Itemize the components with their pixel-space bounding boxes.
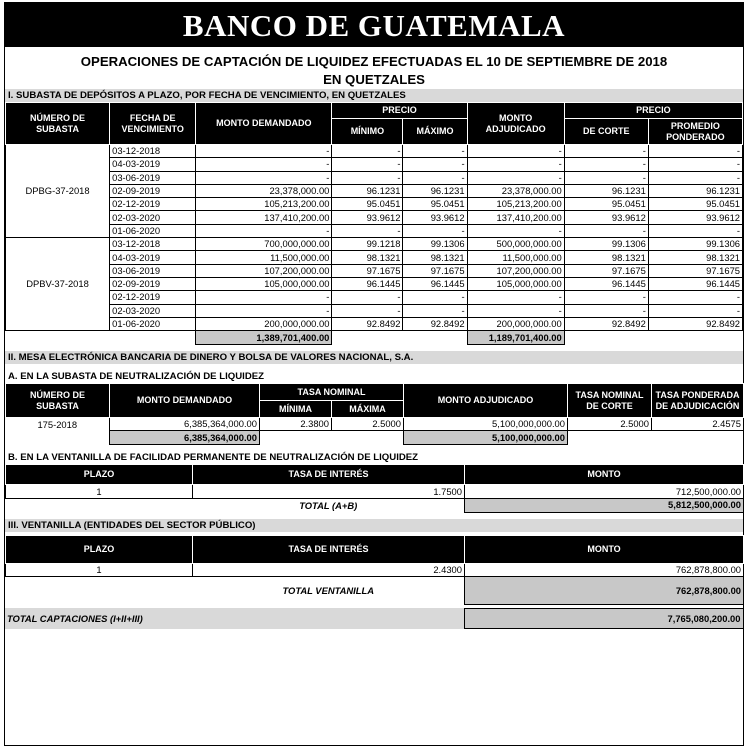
cell-minimo: 99.1218 [332, 238, 403, 251]
cell-promedio: - [648, 291, 742, 304]
cell-promedio: - [648, 171, 742, 184]
cell-monto-demandado: 11,500,000.00 [196, 251, 332, 264]
cell-promedio: 96.1231 [648, 184, 742, 197]
cell-monto-adjudicado: 105,213,200.00 [467, 198, 564, 211]
section-2a-table [5, 383, 744, 445]
table-row [6, 317, 743, 330]
grand-total-table [5, 608, 744, 629]
header-2a-numero-subasta: NÚMERO DE SUBASTA [6, 384, 110, 418]
header-2a-maxima: MÁXIMA [332, 401, 404, 418]
cell-promedio: 98.1321 [648, 251, 742, 264]
table-row [6, 158, 743, 171]
cell-promedio: - [648, 158, 742, 171]
cell-maximo: - [403, 304, 467, 317]
cell-monto-adjudicado: 107,200,000.00 [467, 264, 564, 277]
cell-monto-demandado: 6,385,364,000.00 [110, 418, 260, 431]
cell-maximo: 98.1321 [403, 251, 467, 264]
cell-fecha: 02-12-2019 [110, 291, 196, 304]
table-row [6, 485, 744, 498]
cell-fecha: 01-06-2020 [110, 224, 196, 237]
cell-monto-demandado: 700,000,000.00 [196, 238, 332, 251]
cell-monto-demandado: - [196, 145, 332, 158]
header-3-tasa: TASA DE INTERÉS [193, 535, 465, 563]
cell-de-corte: - [564, 304, 648, 317]
cell-monto-adjudicado: - [467, 145, 564, 158]
cell-3-tasa: 2.4300 [193, 563, 465, 576]
total-2b-value: 5,812,500,000.00 [465, 498, 744, 512]
header-monto-adjudicado: MONTO ADJUDICADO [467, 103, 564, 145]
cell-2b-monto: 712,500,000.00 [465, 485, 744, 498]
table-row [6, 304, 743, 317]
cell-minimo: 96.1445 [332, 277, 403, 290]
bank-title: BANCO DE GUATEMALA [5, 3, 743, 47]
header-precio: PRECIO [332, 103, 467, 119]
cell-monto-demandado: - [196, 304, 332, 317]
cell-numero-subasta: DPBG-37-2018 [6, 145, 110, 238]
cell-tasa-corte: 2.5000 [568, 418, 652, 431]
cell-monto-adjudicado: - [467, 224, 564, 237]
cell-monto-adjudicado: 11,500,000.00 [467, 251, 564, 264]
header-2a-monto-demandado: MONTO DEMANDADO [110, 384, 260, 418]
cell-monto-demandado: - [196, 291, 332, 304]
section-2a-title: A. EN LA SUBASTA DE NEUTRALIZACIÓN DE LIQUIDEZ [5, 370, 743, 383]
cell-promedio: - [648, 145, 742, 158]
header-minimo: MÍNIMO [332, 119, 403, 145]
table-row [6, 198, 743, 211]
cell-promedio: 96.1445 [648, 277, 742, 290]
cell-3-monto: 762,878,800.00 [465, 563, 744, 576]
cell-3-plazo: 1 [6, 563, 193, 576]
cell-fecha: 03-12-2018 [110, 238, 196, 251]
cell-de-corte: - [564, 171, 648, 184]
table-row [6, 291, 743, 304]
cell-monto-demandado: 105,213,200.00 [196, 198, 332, 211]
document-page [4, 2, 744, 746]
header-2a-tasa-nominal: TASA NOMINAL [260, 384, 404, 401]
section-2-title: II. MESA ELECTRÓNICA BANCARIA DE DINERO Y BOLSA DE VALORES NACIONAL, S.A. [5, 351, 743, 364]
table-row [6, 251, 743, 264]
cell-minimo: 92.8492 [332, 317, 403, 330]
cell-monto-demandado: - [196, 171, 332, 184]
total-2b-label: TOTAL (A+B) [299, 499, 358, 511]
section-1-title: I. SUBASTA DE DEPÓSITOS A PLAZO, POR FECHA DE VENCIMIENTO, EN QUETZALES [5, 89, 743, 102]
cell-monto-adjudicado: 500,000,000.00 [467, 238, 564, 251]
cell-maximo: 92.8492 [403, 317, 467, 330]
cell-promedio: 97.1675 [648, 264, 742, 277]
cell-monto-adjudicado: 23,378,000.00 [467, 184, 564, 197]
table-row [6, 224, 743, 237]
cell-maximo: 95.0451 [403, 198, 467, 211]
section-2b-table [5, 464, 744, 512]
grand-total-value: 7,765,080,200.00 [464, 609, 743, 629]
cell-tasa-ponderada: 2.4575 [652, 418, 744, 431]
header-3-monto: MONTO [465, 535, 744, 563]
cell-maximo: 97.1675 [403, 264, 467, 277]
table-row [6, 238, 743, 251]
header-de-corte: DE CORTE [564, 119, 648, 145]
cell-de-corte: - [564, 145, 648, 158]
cell-monto-demandado: 105,000,000.00 [196, 277, 332, 290]
cell-monto-adjudicado: 137,410,200.00 [467, 211, 564, 224]
cell-fecha: 04-03-2019 [110, 158, 196, 171]
cell-minimo: 95.0451 [332, 198, 403, 211]
cell-fecha: 02-12-2019 [110, 198, 196, 211]
cell-fecha: 01-06-2020 [110, 317, 196, 330]
table-row [6, 563, 744, 576]
cell-maximo: 96.1445 [403, 277, 467, 290]
total-2a-adjudicado: 5,100,000,000.00 [404, 431, 568, 445]
grand-total-label: TOTAL CAPTACIONES (I+II+III) [7, 612, 143, 624]
cell-minimo: - [332, 291, 403, 304]
cell-numero-subasta: DPBV-37-2018 [6, 238, 110, 331]
cell-fecha: 02-03-2020 [110, 304, 196, 317]
cell-monto-adjudicado: - [467, 291, 564, 304]
cell-de-corte: 97.1675 [564, 264, 648, 277]
cell-minimo: - [332, 224, 403, 237]
header-promedio-ponderado: PROMEDIO PONDERADO [648, 119, 742, 145]
cell-de-corte: 98.1321 [564, 251, 648, 264]
cell-minimo: - [332, 158, 403, 171]
cell-maximo: - [403, 291, 467, 304]
cell-fecha: 02-03-2020 [110, 211, 196, 224]
cell-minimo: - [332, 304, 403, 317]
cell-minimo: - [332, 171, 403, 184]
cell-maximo: - [403, 158, 467, 171]
subtitle-line-1: OPERACIONES DE CAPTACIÓN DE LIQUIDEZ EFECTUADAS EL 10 DE SEPTIEMBRE DE 2018 [80, 54, 668, 69]
cell-subasta: 175-2018 [37, 418, 78, 430]
header-precio-2: PRECIO [564, 103, 742, 119]
cell-de-corte: 99.1306 [564, 238, 648, 251]
cell-monto-adjudicado: 200,000,000.00 [467, 317, 564, 330]
cell-monto-adjudicado: 5,100,000,000.00 [404, 418, 568, 431]
cell-promedio: - [648, 304, 742, 317]
table-row [6, 184, 743, 197]
cell-minimo: - [332, 145, 403, 158]
cell-de-corte: 96.1445 [564, 277, 648, 290]
header-fecha-vencimiento: FECHA DE VENCIMIENTO [110, 103, 196, 145]
cell-de-corte: - [564, 224, 648, 237]
cell-monto-demandado: - [196, 224, 332, 237]
table-row [6, 264, 743, 277]
section-1-table [5, 102, 743, 345]
cell-fecha: 02-09-2019 [110, 184, 196, 197]
header-numero-subasta: NÚMERO DE SUBASTA [6, 103, 110, 145]
cell-monto-demandado: - [196, 158, 332, 171]
cell-maximo: - [403, 145, 467, 158]
header-maximo: MÁXIMO [403, 119, 467, 145]
cell-promedio: - [648, 224, 742, 237]
total-ventanilla-value: 762,878,800.00 [465, 577, 744, 605]
header-3-plazo: PLAZO [6, 535, 193, 563]
section-1-body [6, 145, 743, 331]
cell-maximo: 96.1231 [403, 184, 467, 197]
cell-fecha: 03-06-2019 [110, 171, 196, 184]
cell-fecha: 03-06-2019 [110, 264, 196, 277]
report-subtitle [5, 47, 743, 89]
cell-monto-demandado: 137,410,200.00 [196, 211, 332, 224]
cell-fecha: 02-09-2019 [110, 277, 196, 290]
header-monto-demandado: MONTO DEMANDADO [196, 103, 332, 145]
cell-monto-adjudicado: 105,000,000.00 [467, 277, 564, 290]
cell-monto-adjudicado: - [467, 171, 564, 184]
cell-2b-plazo: 1 [6, 485, 193, 498]
cell-promedio: 95.0451 [648, 198, 742, 211]
cell-maxima: 2.5000 [332, 418, 404, 431]
table-row [6, 171, 743, 184]
cell-2b-tasa: 1.7500 [193, 485, 465, 498]
cell-de-corte: - [564, 291, 648, 304]
section-3-title: III. VENTANILLA (ENTIDADES DEL SECTOR PÚBLICO) [5, 519, 743, 532]
cell-promedio: 92.8492 [648, 317, 742, 330]
cell-minima: 2.3800 [260, 418, 332, 431]
cell-fecha: 03-12-2018 [110, 145, 196, 158]
total-2a-demandado: 6,385,364,000.00 [110, 431, 260, 445]
cell-minimo: 97.1675 [332, 264, 403, 277]
total-ventanilla-label: TOTAL VENTANILLA [282, 584, 374, 596]
header-2b-plazo: PLAZO [6, 465, 193, 485]
cell-de-corte: 96.1231 [564, 184, 648, 197]
cell-minimo: 98.1321 [332, 251, 403, 264]
header-2a-monto-adjudicado: MONTO ADJUDICADO [404, 384, 568, 418]
cell-monto-demandado: 107,200,000.00 [196, 264, 332, 277]
header-2a-minima: MÍNIMA [260, 401, 332, 418]
cell-maximo: - [403, 224, 467, 237]
header-2a-tasa-nominal-corte: TASA NOMINAL DE CORTE [568, 384, 652, 418]
cell-promedio: 93.9612 [648, 211, 742, 224]
cell-monto-demandado: 200,000,000.00 [196, 317, 332, 330]
cell-de-corte: - [564, 158, 648, 171]
header-2b-tasa: TASA DE INTERÉS [193, 465, 465, 485]
cell-de-corte: 92.8492 [564, 317, 648, 330]
cell-maximo: - [403, 171, 467, 184]
header-2a-tasa-ponderada: TASA PONDERADA DE ADJUDICACIÓN [652, 384, 744, 418]
cell-minimo: 93.9612 [332, 211, 403, 224]
cell-maximo: 93.9612 [403, 211, 467, 224]
table-row [6, 277, 743, 290]
cell-maximo: 99.1306 [403, 238, 467, 251]
header-2b-monto: MONTO [465, 465, 744, 485]
section-2b-title: B. EN LA VENTANILLA DE FACILIDAD PERMANENTE DE NEUTRALIZACIÓN DE LIQUIDEZ [5, 451, 743, 464]
cell-minimo: 96.1231 [332, 184, 403, 197]
table-row [6, 418, 744, 431]
cell-monto-demandado: 23,378,000.00 [196, 184, 332, 197]
table-row [6, 211, 743, 224]
total-monto-adjudicado: 1,189,701,400.00 [467, 331, 564, 345]
total-monto-demandado: 1,389,701,400.00 [196, 331, 332, 345]
subtitle-line-2: EN QUETZALES [323, 72, 425, 87]
cell-promedio: 99.1306 [648, 238, 742, 251]
cell-de-corte: 93.9612 [564, 211, 648, 224]
cell-fecha: 04-03-2019 [110, 251, 196, 264]
section-3-table [5, 535, 744, 605]
cell-de-corte: 95.0451 [564, 198, 648, 211]
cell-monto-adjudicado: - [467, 158, 564, 171]
table-row [6, 145, 743, 158]
cell-monto-adjudicado: - [467, 304, 564, 317]
